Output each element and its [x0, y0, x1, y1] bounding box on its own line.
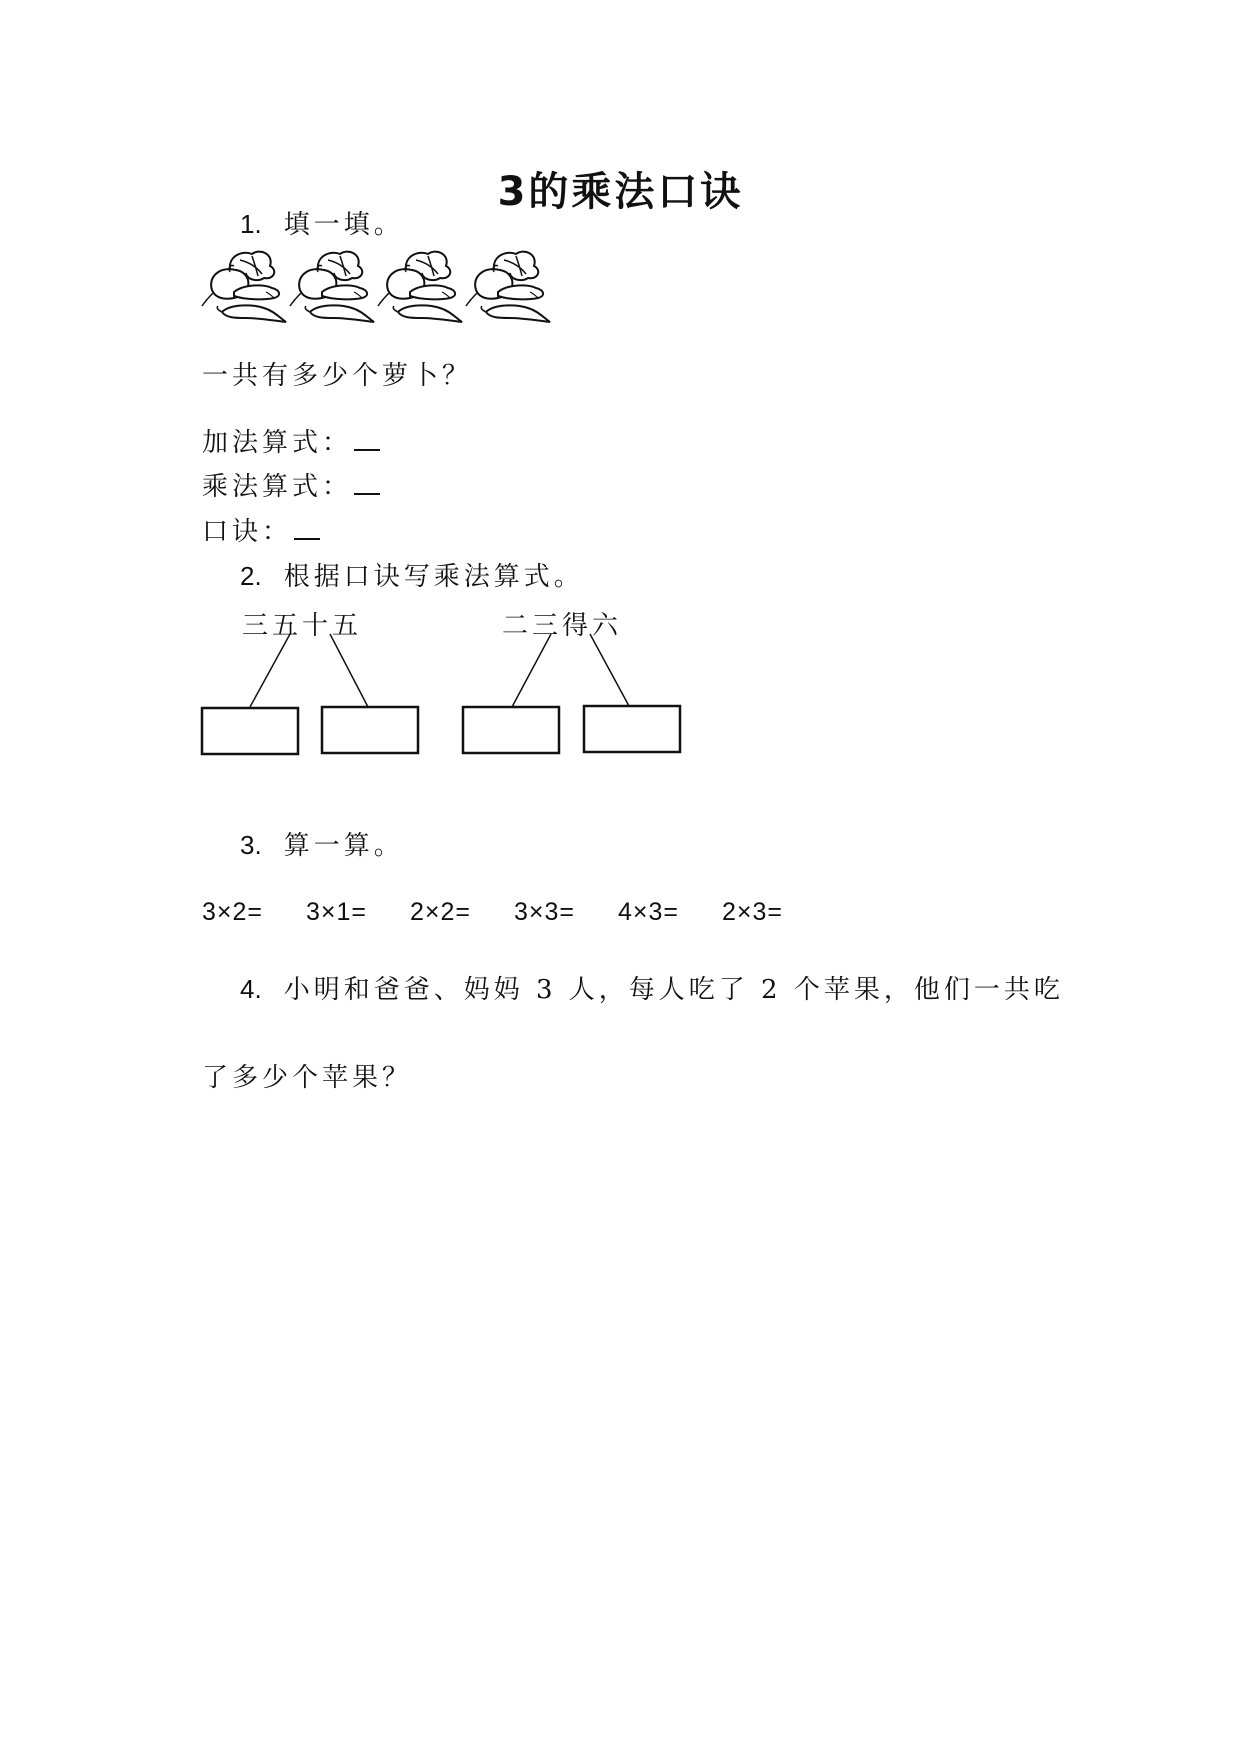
q4-number: 4. [240, 974, 262, 1004]
connector-line [330, 634, 368, 707]
calc-item: 3×2= [202, 898, 264, 926]
q2-label: 根据口诀写乘法算式。 [283, 562, 584, 592]
connector-line [590, 634, 629, 706]
answer-box-3[interactable] [463, 707, 559, 753]
rhyme-label: 口诀： [202, 517, 293, 547]
rhyme-2: 二三得六 [502, 611, 623, 641]
multiplication-label: 乘法算式： [202, 472, 353, 502]
rhyme-1: 三五十五 [242, 611, 363, 641]
q3-number: 3. [240, 830, 262, 860]
q3-heading [240, 825, 404, 862]
q1-question: 一共有多少个萝卜？ [202, 361, 473, 391]
answer-box-2[interactable] [322, 707, 418, 753]
page-title: 3的乘法口诀 [497, 169, 744, 215]
calc-item: 2×3= [722, 898, 784, 926]
addition-label: 加法算式： [202, 428, 353, 458]
q4-line-1: 小明和爸爸、妈妈 3 人，每人吃了 2 个苹果，他们一共吃 [283, 975, 1064, 1005]
q3-label: 算一算。 [283, 831, 404, 861]
answer-box-1[interactable] [202, 708, 298, 754]
q1-number: 1. [240, 209, 262, 239]
q1-label: 填一填。 [283, 210, 404, 240]
q4-line-2: 了多少个苹果？ [202, 1063, 413, 1093]
calc-item: 3×1= [306, 898, 368, 926]
q4-heading [240, 969, 1064, 1006]
calc-item: 2×2= [410, 898, 472, 926]
calc-item: 3×3= [514, 898, 576, 926]
q2-number: 2. [240, 561, 262, 591]
connector-line [250, 634, 290, 707]
answer-box-4[interactable] [584, 706, 680, 752]
connector-line [512, 634, 551, 707]
calc-item: 4×3= [618, 898, 680, 926]
